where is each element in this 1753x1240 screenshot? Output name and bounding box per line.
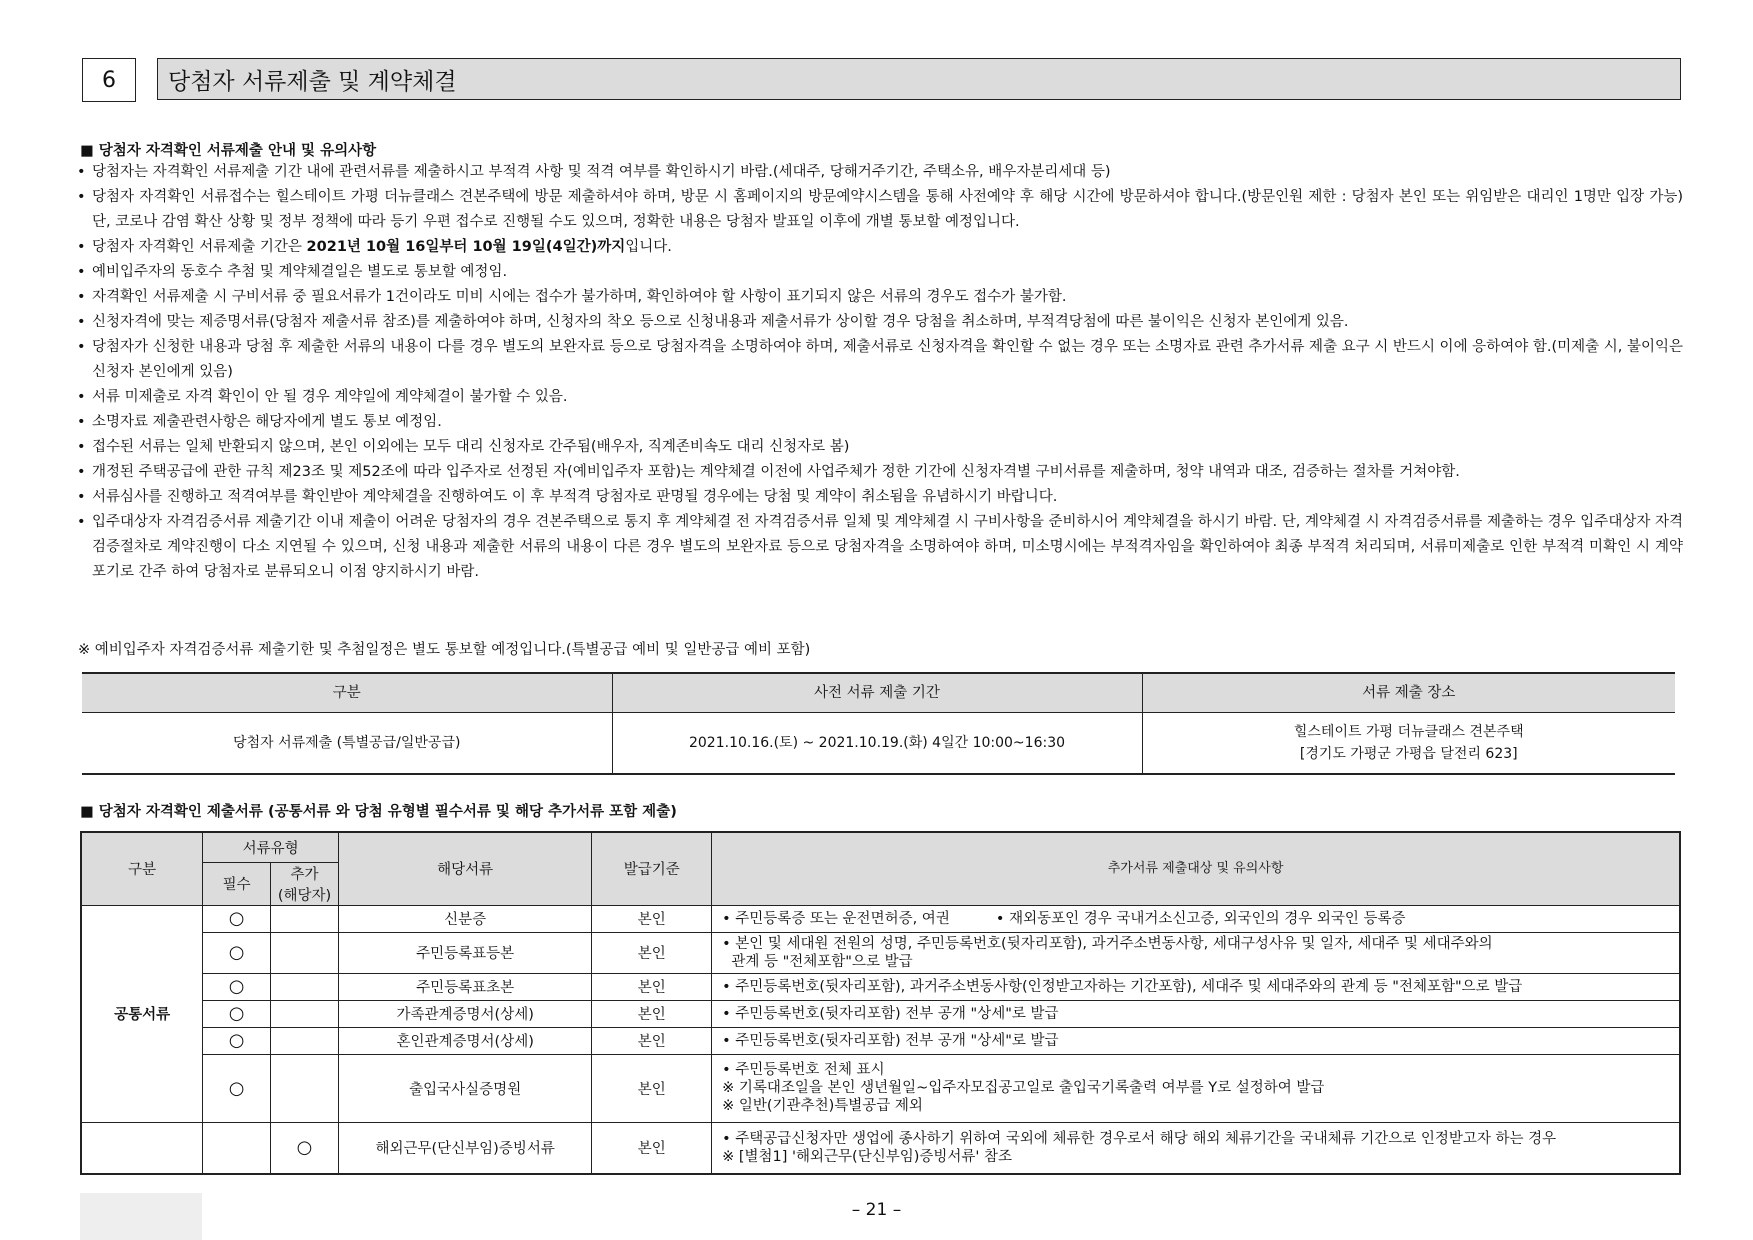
document-notes [712, 1122, 1680, 1174]
page-number: – 21 – [851, 1200, 902, 1220]
header-notes: 추가서류 제출대상 및 유의사항 [712, 832, 1680, 905]
issuer: 본인 [592, 1054, 712, 1122]
issuer: 본인 [592, 1122, 712, 1174]
header-category: 구분 [82, 673, 612, 713]
list-item: • 신청자격에 맞는 제증명서류(당첨자 제출서류 참조)를 제출하여야 하며, 신청자의 착오 등으로 신청내용과 제출서류가 상이할 경우 당첨을 취소하며, 부적격당첨에 따른 불이익은 신청자 본인에게 있음. [76, 310, 1683, 335]
note-line: • 주택공급신청자만 생업에 종사하기 위하여 국외에 체류한 경우로서 해당 해외 체류기간을 국내체류 기간으로 인정받고자 하는 경우 [722, 1130, 1557, 1147]
table-row [81, 1000, 1680, 1027]
list-item: • 예비입주자의 동호수 추첨 및 계약체결일은 별도로 통보할 예정임. [76, 260, 1683, 285]
note-line: 관계 등 "전체포함"으로 발급 [722, 953, 913, 970]
additional-mark [271, 1027, 339, 1054]
document-notes [712, 1000, 1680, 1027]
additional-mark: ○ [271, 1122, 339, 1174]
note-line: ※ 일반(기관추천)특별공급 제외 [722, 1098, 923, 1114]
list-item: • 당첨자는 자격확인 서류제출 기간 내에 관련서류를 제출하시고 부적격 사항 및 적격 여부를 확인하시기 바람.(세대주, 당해거주기간, 주택소유, 배우자분리세대 등) [76, 160, 1683, 185]
header-category: 구분 [81, 832, 203, 905]
cell-place [1142, 713, 1675, 775]
note-line: • 주민등록번호(뒷자리포함) 전부 공개 "상세"로 발급 [722, 1005, 1059, 1022]
footnote: ※ 예비입주자 자격검증서류 제출기한 및 추첨일정은 별도 통보할 예정입니다.(특별공급 예비 및 일반공급 예비 포함) [78, 642, 811, 658]
docs-heading: ■ 당첨자 자격확인 제출서류 (공통서류 와 당첨 유형별 필수서류 및 해당 추가서류 포함 제출) [80, 804, 677, 820]
cell-period: 2021.10.16.(토) ~ 2021.10.19.(화) 4일간 10:00~16:30 [612, 713, 1142, 775]
note-line: ※ 기록대조일을 본인 생년월일~입주자모집공고일로 출입국기록출력 여부를 Y로 설정하여 발급 [722, 1080, 1325, 1096]
table-row [81, 1122, 1680, 1174]
header-additional [271, 862, 339, 905]
docs-table [80, 831, 1681, 1175]
list-item: • 당첨자 자격확인 서류접수는 힐스테이트 가평 더뉴클래스 견본주택에 방문 제출하셔야 하며, 방문 시 홈페이지의 방문예약시스템을 통해 사전예약 후 해당 시간에 방문하셔야 합니다.(방문인원 제한 : 당첨자 본인 또는 위임받은 대리인 1명만 입장 가능) 단, 코로나 감염 확산 상황 및 정부 정책에 따라 등기 우편 접수로 진행될 수도 있으며, 정확한 내용은 당첨자 발표일 이후에 개별 통보할 예정입니다. [76, 185, 1683, 235]
issuer: 본인 [592, 973, 712, 1000]
required-mark: ○ [203, 1000, 271, 1027]
list-item: • 자격확인 서류제출 시 구비서류 중 필요서류가 1건이라도 미비 시에는 접수가 불가하며, 확인하여야 할 사항이 표기되지 않은 서류의 경우도 접수가 불가함. [76, 285, 1683, 310]
list-item-text: 당첨자 자격확인 서류제출 기간은 [92, 239, 307, 255]
note-line: • 본인 및 세대원 전원의 성명, 주민등록번호(뒷자리포함), 과거주소변동사항, 세대구성사유 및 일자, 세대주 및 세대주와의 [722, 935, 1493, 952]
note-line: • 주민등록번호 전체 표시 [722, 1062, 885, 1078]
required-mark: ○ [203, 905, 271, 932]
document-name: 출입국사실증명원 [338, 1054, 591, 1122]
document-notes [712, 1027, 1680, 1054]
list-item: • 서류 미제출로 자격 확인이 안 될 경우 계약일에 계약체결이 불가할 수 있음. [76, 385, 1683, 410]
list-item-text: 입니다. [625, 239, 672, 255]
section-title: 당첨자 서류제출 및 계약체결 [157, 58, 1681, 100]
table-row [81, 973, 1680, 1000]
table-row [81, 1054, 1680, 1122]
header-period: 사전 서류 제출 기간 [612, 673, 1142, 713]
document-name: 주민등록표등본 [338, 932, 591, 973]
list-item: • 입주대상자 자격검증서류 제출기간 이내 제출이 어려운 당첨자의 경우 견본주택으로 통지 후 계약체결 전 자격검증서류 일체 및 계약체결 시 구비사항을 준비하시어 계약체결을 하시기 바람. 단, 계약체결 시 자격검증서류를 제출하는 경우 입주대상자 자격검증절차로 계약진행이 다소 지연될 수 있으며, 신청 내용과 제출한 서류의 내용이 다른 경우 별도의 보완자료 등으로 당첨자격을 소명하여야 하며, 미소명시에는 부적격자임을 확인하여야 최종 부적격 처리되며, 서류미제출로 인한 부적격 미확인 시 계약포기로 간주 하여 당첨자로 분류되오니 이점 양지하시기 바람. [76, 510, 1683, 585]
note-line: • 주민등록번호(뒷자리포함) 전부 공개 "상세"로 발급 [722, 1032, 1059, 1049]
required-mark: ○ [203, 1027, 271, 1054]
place-line: [경기도 가평군 가평읍 달전리 623] [1299, 746, 1518, 762]
issuer: 본인 [592, 1000, 712, 1027]
note-line: • 주민등록증 또는 운전면허증, 여권 • 재외동포인 경우 국내거소신고증, 외국인의 경우 외국인 등록증 [722, 910, 1406, 927]
submission-period-highlight: 2021년 10월 16일부터 10월 19일(4일간)까지 [306, 239, 626, 255]
header-place: 서류 제출 장소 [1142, 673, 1675, 713]
table-row [82, 713, 1675, 775]
additional-mark [271, 932, 339, 973]
list-item [76, 235, 1683, 260]
list-item: • 소명자료 제출관련사항은 해당자에게 별도 통보 예정임. [76, 410, 1683, 435]
additional-mark [271, 1000, 339, 1027]
notice-heading: ■ 당첨자 자격확인 서류제출 안내 및 유의사항 [80, 143, 377, 159]
document-name: 신분증 [338, 905, 591, 932]
header-issuer: 발급기준 [592, 832, 712, 905]
header-additional-sub: (해당자) [277, 887, 332, 904]
section-number: 6 [82, 58, 136, 102]
list-item: • 서류심사를 진행하고 적격여부를 확인받아 계약체결을 진행하여도 이 후 부적격 당첨자로 판명될 경우에는 당첨 및 계약이 취소됨을 유념하시기 바랍니다. [76, 485, 1683, 510]
required-mark: ○ [203, 1054, 271, 1122]
document-notes [712, 932, 1680, 973]
required-mark: ○ [203, 932, 271, 973]
schedule-table [82, 672, 1675, 775]
note-line: • 주민등록번호(뒷자리포함), 과거주소변동사항(인정받고자하는 기간포함), 세대주 및 세대주와의 관계 등 "전체포함"으로 발급 [722, 978, 1523, 995]
issuer: 본인 [592, 905, 712, 932]
additional-mark [271, 973, 339, 1000]
header-document: 해당서류 [338, 832, 591, 905]
document-notes [712, 1054, 1680, 1122]
list-item: • 개정된 주택공급에 관한 규칙 제23조 및 제52조에 따라 입주자로 선정된 자(예비입주자 포함)는 계약체결 이전에 사업주체가 정한 기간에 신청자격별 구비서류를 제출하며, 청약 내역과 대조, 검증하는 절차를 거쳐야함. [76, 460, 1683, 485]
document-notes [712, 973, 1680, 1000]
required-mark [203, 1122, 271, 1174]
table-row [81, 1027, 1680, 1054]
header-additional-label: 추가 [290, 866, 319, 883]
list-item: • 당첨자가 신청한 내용과 당첨 후 제출한 서류의 내용이 다를 경우 별도의 보완자료 등으로 당첨자격을 소명하여야 하며, 제출서류로 신청자격을 확인할 수 없는 경우 또는 소명자료 관련 추가서류 제출 요구 시 반드시 이에 응하여야 함.(미제출 시, 불이익은 신청자 본인에게 있음) [76, 335, 1683, 385]
place-line: 힐스테이트 가평 더뉴클래스 견본주택 [1293, 724, 1524, 740]
document-name: 가족관계증명서(상세) [338, 1000, 591, 1027]
document-name: 해외근무(단신부임)증빙서류 [338, 1122, 591, 1174]
table-row [81, 932, 1680, 973]
document-name: 혼인관계증명서(상세) [338, 1027, 591, 1054]
document-name: 주민등록표초본 [338, 973, 591, 1000]
table-header-row [82, 673, 1675, 713]
table-row [81, 905, 1680, 932]
header-doc-type: 서류유형 [203, 832, 339, 862]
additional-mark [271, 905, 339, 932]
issuer: 본인 [592, 932, 712, 973]
document-notes [712, 905, 1680, 932]
group-empty [81, 1122, 203, 1174]
additional-mark [271, 1054, 339, 1122]
cell-category: 당첨자 서류제출 (특별공급/일반공급) [82, 713, 612, 775]
notice-list [76, 160, 1683, 585]
group-common-docs: 공통서류 [81, 905, 203, 1122]
table-header-row [81, 832, 1680, 862]
header-required: 필수 [203, 862, 271, 905]
note-line: ※ [별첨1] '해외근무(단신부임)증빙서류' 참조 [722, 1148, 1013, 1165]
list-item: • 접수된 서류는 일체 반환되지 않으며, 본인 이외에는 모두 대리 신청자로 간주됨(배우자, 직계존비속도 대리 신청자로 봄) [76, 435, 1683, 460]
required-mark: ○ [203, 973, 271, 1000]
issuer: 본인 [592, 1027, 712, 1054]
